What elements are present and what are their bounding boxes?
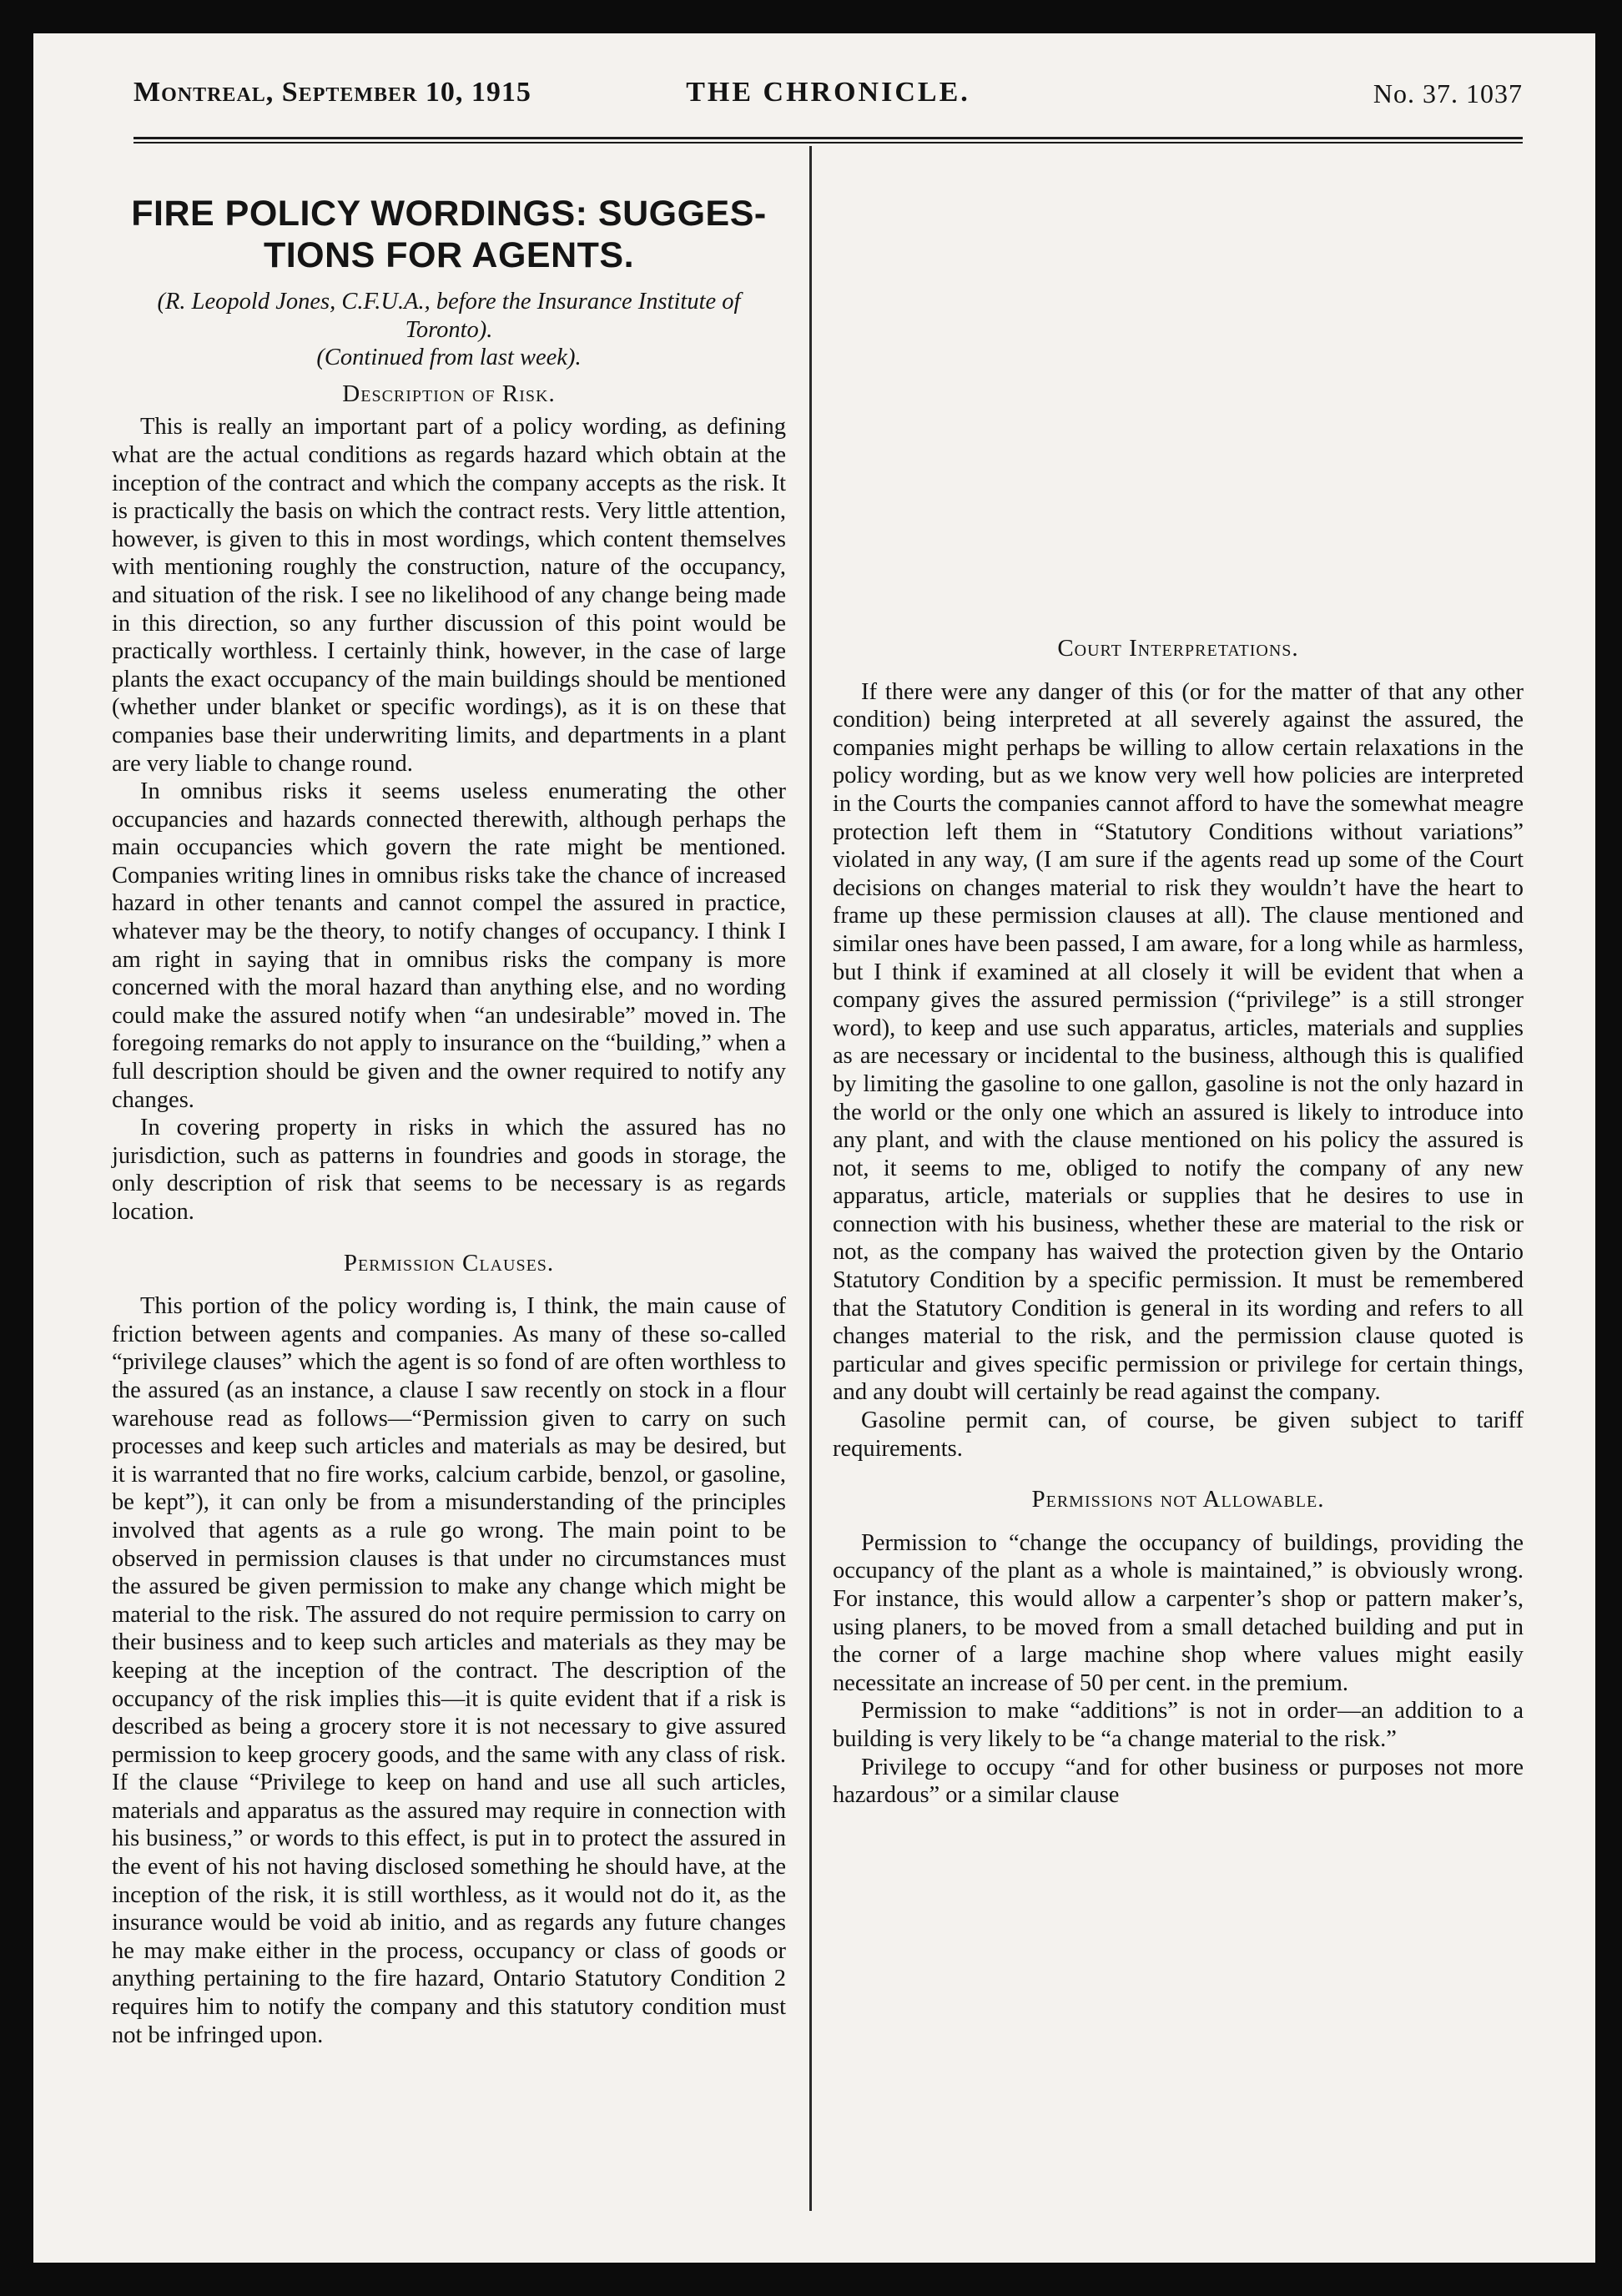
paragraph: This is really an important part of a policy wording, as defining what are the actual conditions as regards hazard which obtain at the inception of the contract and which the company accepts as the risk. It is practically the basis on which the contract rests. Very little attention, however, is given to this in most wordings, which content themselves with mentioning roughly the construction, nature of the occupancy, and situation of the risk. I see no likelihood of any change being made in this direction, so any further discussion of this point would be practically worthless. I certainly think, however, in the case of large plants the exact occupancy of the main buildings should be mentioned (whether under blanket or specific wordings), as it is on these that companies base their underwriting limits, and departments in a plant are very liable to change round. (112, 414, 786, 777)
section-heading-description-of-risk: Description of Risk. (342, 380, 556, 407)
column-divider (809, 146, 812, 2211)
paragraph: In covering property in risks in which the assured has no jurisdiction, such as patterns in foundries and goods in storage, the only description of risk that seems to be necessary is as regards location. (112, 1115, 786, 1225)
header-rule-thin (133, 142, 1523, 144)
paragraph: Gasoline permit can, of course, be given subject to tariff requirements. (833, 1407, 1524, 1462)
paragraph: Privilege to occupy “and for other business or purposes not more hazardous” or a similar clause (833, 1754, 1524, 1809)
paragraph: Permission to “change the occupancy of buildings, providing the occupancy of the plant as a whole is maintained,” is obviously wrong. For instance, this would allow a carpenter’s shop or pattern maker’s, using planers, to be moved from a small detached building and put in the corner of a large machine shop where values might easily necessitate an increase of 50 per cent. in the premium. (833, 1529, 1524, 1696)
section-heading-court-interpretations: Court Interpretations. (1057, 635, 1299, 662)
header-rule-thick (133, 137, 1523, 139)
paragraph: If there were any danger of this (or for the matter of that any other condition) being interpreted at all severely against the assured, the companies might perhaps be willing to allow certain relaxations in the policy wording, but as we know very well how policies are interpreted in the Courts the companies cannot afford to have the somewhat meagre protection left them in “Statutory Conditions without variations” violated in any way, (I am sure if the agents read up some of the Court decisions on changes material to risk they wouldn’t have the heart to frame up these permission clauses at all). The clause mentioned and similar ones have been passed, I am aware, for a long while as harmless, but I think if examined at all closely it will be evident that when a company gives the assured permission (“privilege” is a still stronger word), to keep and use such apparatus, articles, materials and supplies as are necessary or incidental to the business, although this is qualified by limiting the gasoline to one gallon, gasoline is not the only hazard in the world or the only one which an assured is likely to introduce into any plant, and with the clause mentioned on his policy the assured is not, it seems to me, obliged to notify the company of any new apparatus, article, materials or supplies that he desires to use in connection with his business, whether these are material to the risk or not, as the company has waived the protection given by the Ontario Statutory Condition by a specific permission. It must be remembered that the Statutory Condition is general in its wording and refers to all changes material to the risk, and the permission clause quoted is particular and gives specific permission or privilege for certain things, and any doubt will certainly be read against the company. (833, 678, 1524, 1406)
header-issue-page-number: No. 37. 1037 (1373, 78, 1523, 108)
section-heading-permissions-not-allowable: Permissions not Allowable. (1031, 1486, 1325, 1513)
page-header (133, 77, 1523, 127)
left-column (112, 163, 786, 2049)
section-heading-permission-clauses: Permission Clauses. (343, 1249, 555, 1276)
continued-note: (Continued from last week). (316, 345, 582, 371)
header-dateline: Montreal, September 10, 1915 (133, 77, 531, 108)
paragraph: This portion of the policy wording is, I think, the main cause of friction between agents and companies. As many of these so-called “privilege clauses” which the agent is so fond of are often worthless to the assured (as an instance, a clause I saw recently on stock in a flour warehouse read as follows—“Permission given to carry on such processes and keep such articles and materials as may be desired, but it is warranted that no fire works, calcium carbide, benzol, or gasoline, be kept”), it can only be from a misunderstanding of the principles involved that agents as a rule go wrong. The main point to be observed in permission clauses is that under no circumstances must the assured be given permission to make any change which might be material to the risk. The assured do not require permission to carry on their business and to keep such articles and materials as they may be keeping at the inception of the contract. The description of the occupancy of the risk implies this—it is quite evident that if a risk is described as being a grocery store it is not necessary to give assured permission to keep grocery goods, and the same with any class of risk. If the clause “Privilege to keep on hand and use all such articles, materials and apparatus as the assured may require in connection with his business,” or words to this effect, is put in to protect the assured in the event of his not having disclosed something he should have, at the inception of the risk, it is still worthless, as it would not do it, as the insurance would be void ab initio, and as regards any future changes he may make either in the process, occupancy or class of goods or anything pertaining to the fire hazard, Ontario Statutory Condition 2 requires him to notify the company and this statutory condition must not be infringed upon. (112, 1293, 786, 2048)
paragraph: Permission to make “additions” is not in order—an addition to a building is very likely to be “a change material to the risk.” (833, 1698, 1524, 1752)
newspaper-page (33, 33, 1595, 2263)
right-column (833, 163, 1524, 1810)
article-title-line2: TIONS FOR AGENTS. (263, 235, 635, 275)
article-title-line1: FIRE POLICY WORDINGS: SUGGES- (131, 194, 767, 234)
header-publication-title: THE CHRONICLE. (686, 77, 970, 108)
article-byline: (R. Leopold Jones, C.F.U.A., before the Insurance Institute of Toronto). (157, 289, 741, 343)
article-title (112, 193, 786, 276)
paragraph: In omnibus risks it seems useless enumerating the other occupancies and hazards connected therewith, although perhaps the main occupancies which govern the rate might be mentioned. Companies writing lines in omnibus risks take the chance of increased hazard in other tenants and cannot compel the assured in practice, whatever may be the theory, to notify changes of occupancy. I think I am right in saying that in omnibus risks the company is more concerned with the moral hazard than anything else, and no wording could make the assured notify when “an undesirable” moved in. The foregoing remarks do not apply to insurance on the “building,” when a full description should be given and the owner required to notify any changes. (112, 778, 786, 1113)
